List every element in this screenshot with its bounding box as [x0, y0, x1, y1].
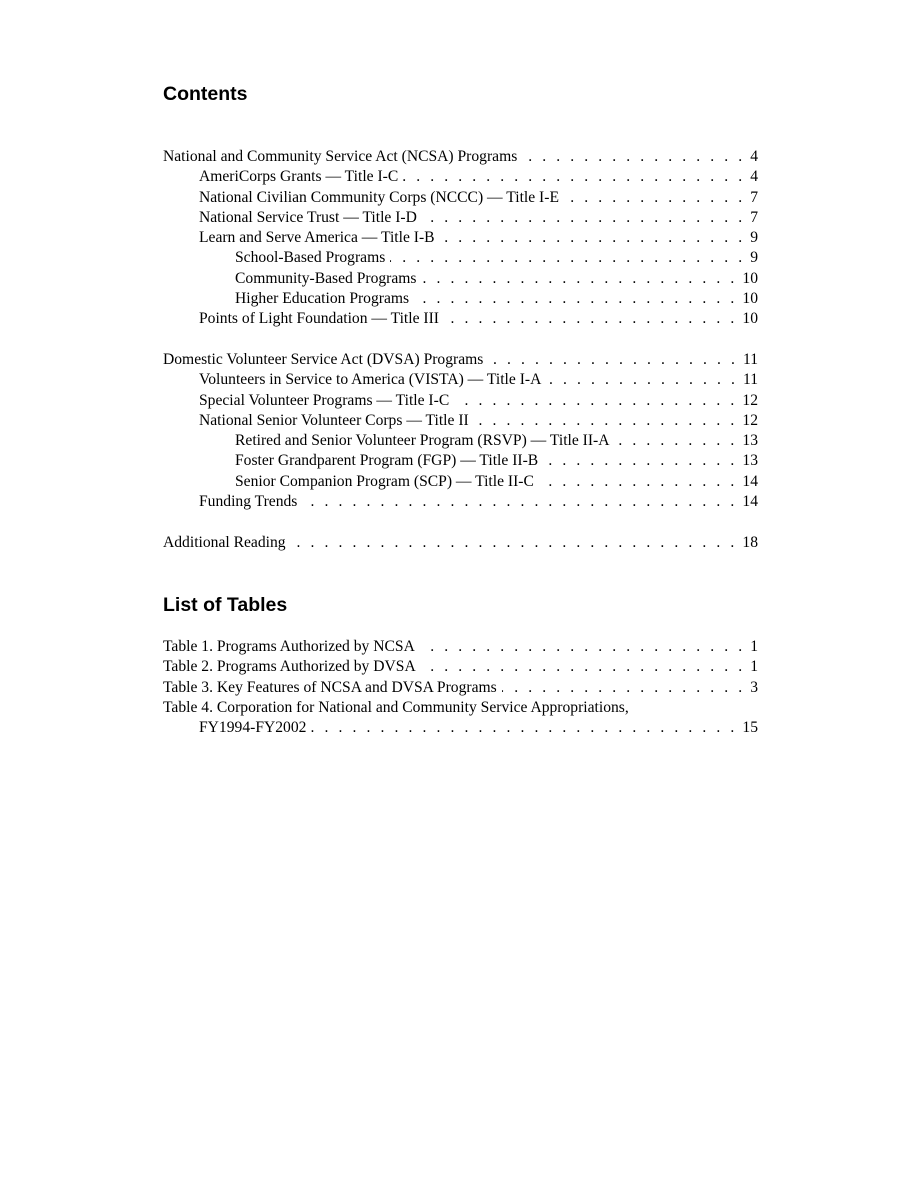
- toc-entry[interactable]: [163, 147, 758, 167]
- toc-entry-page: 18: [742, 533, 758, 551]
- dot-leader: [390, 248, 745, 268]
- toc-entry-page: 13: [742, 432, 758, 450]
- dot-leader: [291, 533, 738, 553]
- list-of-tables-heading: List of Tables: [163, 594, 288, 616]
- contents-heading: Contents: [163, 83, 248, 105]
- toc-entry[interactable]: [163, 188, 758, 208]
- toc-entry[interactable]: [163, 289, 758, 309]
- dot-leader: [421, 269, 737, 289]
- toc-entry-page: 4: [750, 148, 758, 165]
- toc-entry-label: School-Based Programs: [235, 249, 386, 267]
- toc-entry[interactable]: [163, 451, 758, 471]
- toc-entry-page: 11: [742, 350, 758, 368]
- toc-entry-label: Community-Based Programs: [235, 269, 417, 287]
- dot-leader: [539, 472, 738, 492]
- toc-entry-page: 7: [750, 188, 758, 206]
- toc-entry-page: 14: [742, 493, 758, 511]
- toc-entry[interactable]: [163, 208, 758, 228]
- table-entry-page: 1: [750, 638, 758, 655]
- table-entry-continuation[interactable]: [163, 718, 758, 738]
- table-entry-page: 3: [750, 678, 758, 696]
- dot-leader: [564, 188, 745, 208]
- toc-entry-page: 10: [742, 269, 758, 287]
- toc-entry-page: 12: [742, 411, 758, 429]
- toc-entry[interactable]: [163, 269, 758, 289]
- table-entry[interactable]: [163, 698, 758, 718]
- toc-entry-page: 4: [750, 168, 758, 186]
- toc-entry[interactable]: [163, 248, 758, 268]
- table-entry[interactable]: [163, 657, 758, 677]
- toc-entry-label: Additional Reading: [163, 533, 286, 551]
- table-entry[interactable]: [163, 637, 758, 657]
- table-entry[interactable]: [163, 678, 758, 698]
- toc-entry-label: Foster Grandparent Program (FGP) — Title II-B: [235, 452, 539, 470]
- dot-leader: [444, 309, 737, 329]
- table-entry-label: Table 3. Key Features of NCSA and DVSA Programs: [163, 678, 497, 696]
- dot-leader: [615, 431, 738, 451]
- toc-entry-page: 7: [750, 208, 758, 226]
- dot-leader: [302, 492, 737, 512]
- dot-leader: [414, 289, 737, 309]
- dot-leader: [403, 167, 745, 187]
- toc-entry-label: Senior Companion Program (SCP) — Title II-C: [235, 472, 534, 490]
- table-entry-page: 15: [742, 719, 758, 737]
- dot-leader: [422, 208, 745, 228]
- toc-entry[interactable]: [163, 533, 758, 553]
- table-entry-label: Table 1. Programs Authorized by NCSA: [163, 638, 415, 655]
- dot-leader: [546, 370, 738, 390]
- toc-entry-label: National and Community Service Act (NCSA) Programs: [163, 148, 518, 165]
- list-of-tables: [163, 637, 758, 738]
- toc-entry[interactable]: [163, 370, 758, 390]
- toc-entry[interactable]: [163, 228, 758, 248]
- toc-entry-page: 10: [742, 290, 758, 308]
- toc-entry[interactable]: [163, 472, 758, 492]
- dot-leader: [502, 678, 745, 698]
- toc-entry-page: 9: [750, 249, 758, 267]
- toc-entry-page: 12: [742, 391, 758, 409]
- toc-entry-label: National Service Trust — Title I-D: [199, 208, 417, 226]
- toc-entry[interactable]: [163, 431, 758, 451]
- toc-entry-page: 11: [742, 371, 758, 389]
- toc-entry-label: Funding Trends: [199, 493, 298, 511]
- dot-leader: [474, 411, 738, 431]
- toc-entry-label: National Senior Volunteer Corps — Title II: [199, 411, 469, 429]
- toc-entry-label: Points of Light Foundation — Title III: [199, 310, 439, 328]
- toc-entry[interactable]: [163, 309, 758, 329]
- toc-entry-label: National Civilian Community Corps (NCCC) — Title I-E: [199, 188, 559, 206]
- dot-leader: [488, 350, 738, 370]
- toc-entry-label: Retired and Senior Volunteer Program (RSVP) — Title II-A: [235, 432, 610, 450]
- toc-entry[interactable]: [163, 350, 758, 370]
- toc-entry[interactable]: [163, 167, 758, 187]
- dot-leader: [543, 451, 737, 471]
- dot-leader: [454, 391, 737, 411]
- toc-entry-page: 9: [750, 229, 758, 247]
- toc-entry[interactable]: [163, 492, 758, 512]
- dot-leader: [522, 147, 745, 167]
- toc-entry-page: 14: [742, 472, 758, 490]
- table-entry-label: Table 4. Corporation for National and Community Service Appropriations,: [163, 698, 629, 716]
- toc-entry-label: Domestic Volunteer Service Act (DVSA) Programs: [163, 350, 484, 368]
- contents-list: [163, 147, 758, 553]
- toc-entry-page: 13: [742, 452, 758, 470]
- toc-entry-page: 10: [742, 310, 758, 328]
- dot-leader: [421, 657, 745, 677]
- toc-entry[interactable]: [163, 391, 758, 411]
- dot-leader: [440, 228, 746, 248]
- toc-entry[interactable]: [163, 411, 758, 431]
- toc-entry-label: AmeriCorps Grants — Title I-C: [199, 168, 399, 186]
- table-entry-continuation-label: FY1994-FY2002: [199, 719, 307, 737]
- toc-entry-label: Learn and Serve America — Title I-B: [199, 229, 435, 247]
- table-entry-page: 1: [750, 658, 758, 676]
- dot-leader: [420, 637, 745, 657]
- table-entry-label: Table 2. Programs Authorized by DVSA: [163, 658, 416, 676]
- toc-entry-label: Volunteers in Service to America (VISTA) — Title I-A: [199, 371, 542, 389]
- dot-leader: [311, 718, 737, 738]
- toc-entry-label: Higher Education Programs: [235, 290, 410, 308]
- toc-entry-label: Special Volunteer Programs — Title I-C: [199, 391, 450, 409]
